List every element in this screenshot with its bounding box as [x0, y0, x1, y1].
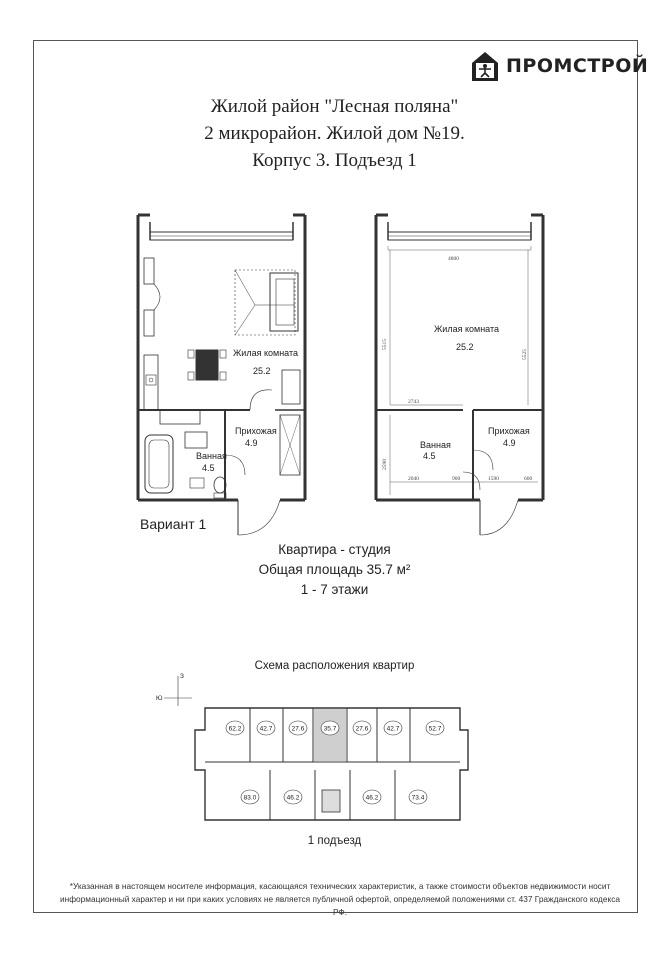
apartment-floors: 1 - 7 этажи — [300, 582, 369, 597]
bottom-unit-area: 46.2 — [365, 794, 379, 802]
top-unit-area: 42.7 — [386, 725, 400, 733]
compass-west: Ю — [156, 695, 163, 702]
living-room-label: Жилая комната — [233, 348, 299, 358]
elevator-stair — [322, 790, 340, 812]
top-unit-area: 42.7 — [259, 725, 273, 733]
living-room-area: 25.2 — [456, 342, 474, 352]
dim-bath-side: 2590 — [382, 459, 388, 470]
dimensioned-floor-plan — [368, 210, 553, 540]
title-line-1: Жилой район "Лесная поляна" — [210, 96, 459, 117]
hall-area: 4.9 — [245, 438, 258, 448]
top-unit-area: 52.7 — [428, 725, 442, 733]
bottom-unit-area: 83.0 — [243, 794, 257, 802]
living-room-label: Жилая комната — [434, 324, 500, 334]
title-line-3: Корпус 3. Подъезд 1 — [252, 150, 417, 171]
apartment-type: Квартира - студия — [278, 542, 391, 557]
hall-label: Прихожая — [235, 426, 277, 436]
bathroom-area: 4.5 — [202, 463, 215, 473]
bathroom-label: Ванная — [196, 451, 227, 461]
top-unit-area: 62.2 — [228, 725, 242, 733]
bottom-unit-area: 46.2 — [286, 794, 300, 802]
living-room-area: 25.2 — [253, 366, 271, 376]
hall-label: Прихожая — [488, 426, 530, 436]
floor-scheme — [150, 670, 490, 830]
top-unit-area: 35.7 — [323, 725, 337, 733]
variant-label: Вариант 1 — [140, 516, 207, 532]
dim-bottom-1: 2040 — [408, 476, 419, 482]
top-unit-area: 27.6 — [291, 725, 305, 733]
top-units — [226, 721, 444, 735]
disclaimer-line-1: *Указанная в настоящем носителе информация, касающаяся технических характеристик, а также стоимости объектов недвижимости носит — [69, 881, 611, 891]
hall-area: 4.9 — [503, 438, 516, 448]
bathroom-area: 4.5 — [423, 451, 436, 461]
dim-bottom-2: 900 — [452, 476, 461, 482]
dim-bottom-4: 600 — [524, 476, 533, 482]
brand-name: ПРОМСТРОЙ — [506, 55, 649, 77]
entrance-label: 1 подъезд — [307, 835, 362, 847]
furnished-floor-plan — [130, 210, 315, 540]
compass-north: З — [180, 673, 184, 680]
dim-right: 5525 — [522, 349, 528, 360]
apartment-info — [0, 540, 669, 600]
dim-left: 5515 — [382, 339, 388, 350]
disclaimer-line-2: информационный характер и ни при каких условиях не является публичной офертой, определяемой положениями ст. 437 Гражданского кодекса РФ. — [60, 894, 620, 917]
apartment-area: Общая площадь 35.7 м² — [258, 562, 411, 577]
compass-icon — [156, 673, 192, 706]
bottom-unit-area: 73.4 — [411, 794, 425, 802]
top-unit-area: 27.6 — [355, 725, 369, 733]
page-title — [0, 93, 669, 174]
dim-top: 4800 — [448, 256, 459, 262]
bathroom-label: Ванная — [420, 440, 451, 450]
dim-mid: 2743 — [408, 399, 419, 405]
brand-logo — [470, 50, 648, 82]
house-person-icon — [470, 50, 500, 82]
scheme-title: Схема расположения квартир — [254, 660, 415, 672]
title-line-2: 2 микрорайон. Жилой дом №19. — [204, 123, 465, 144]
disclaimer — [60, 880, 620, 919]
dim-bottom-3: 1590 — [488, 476, 499, 482]
